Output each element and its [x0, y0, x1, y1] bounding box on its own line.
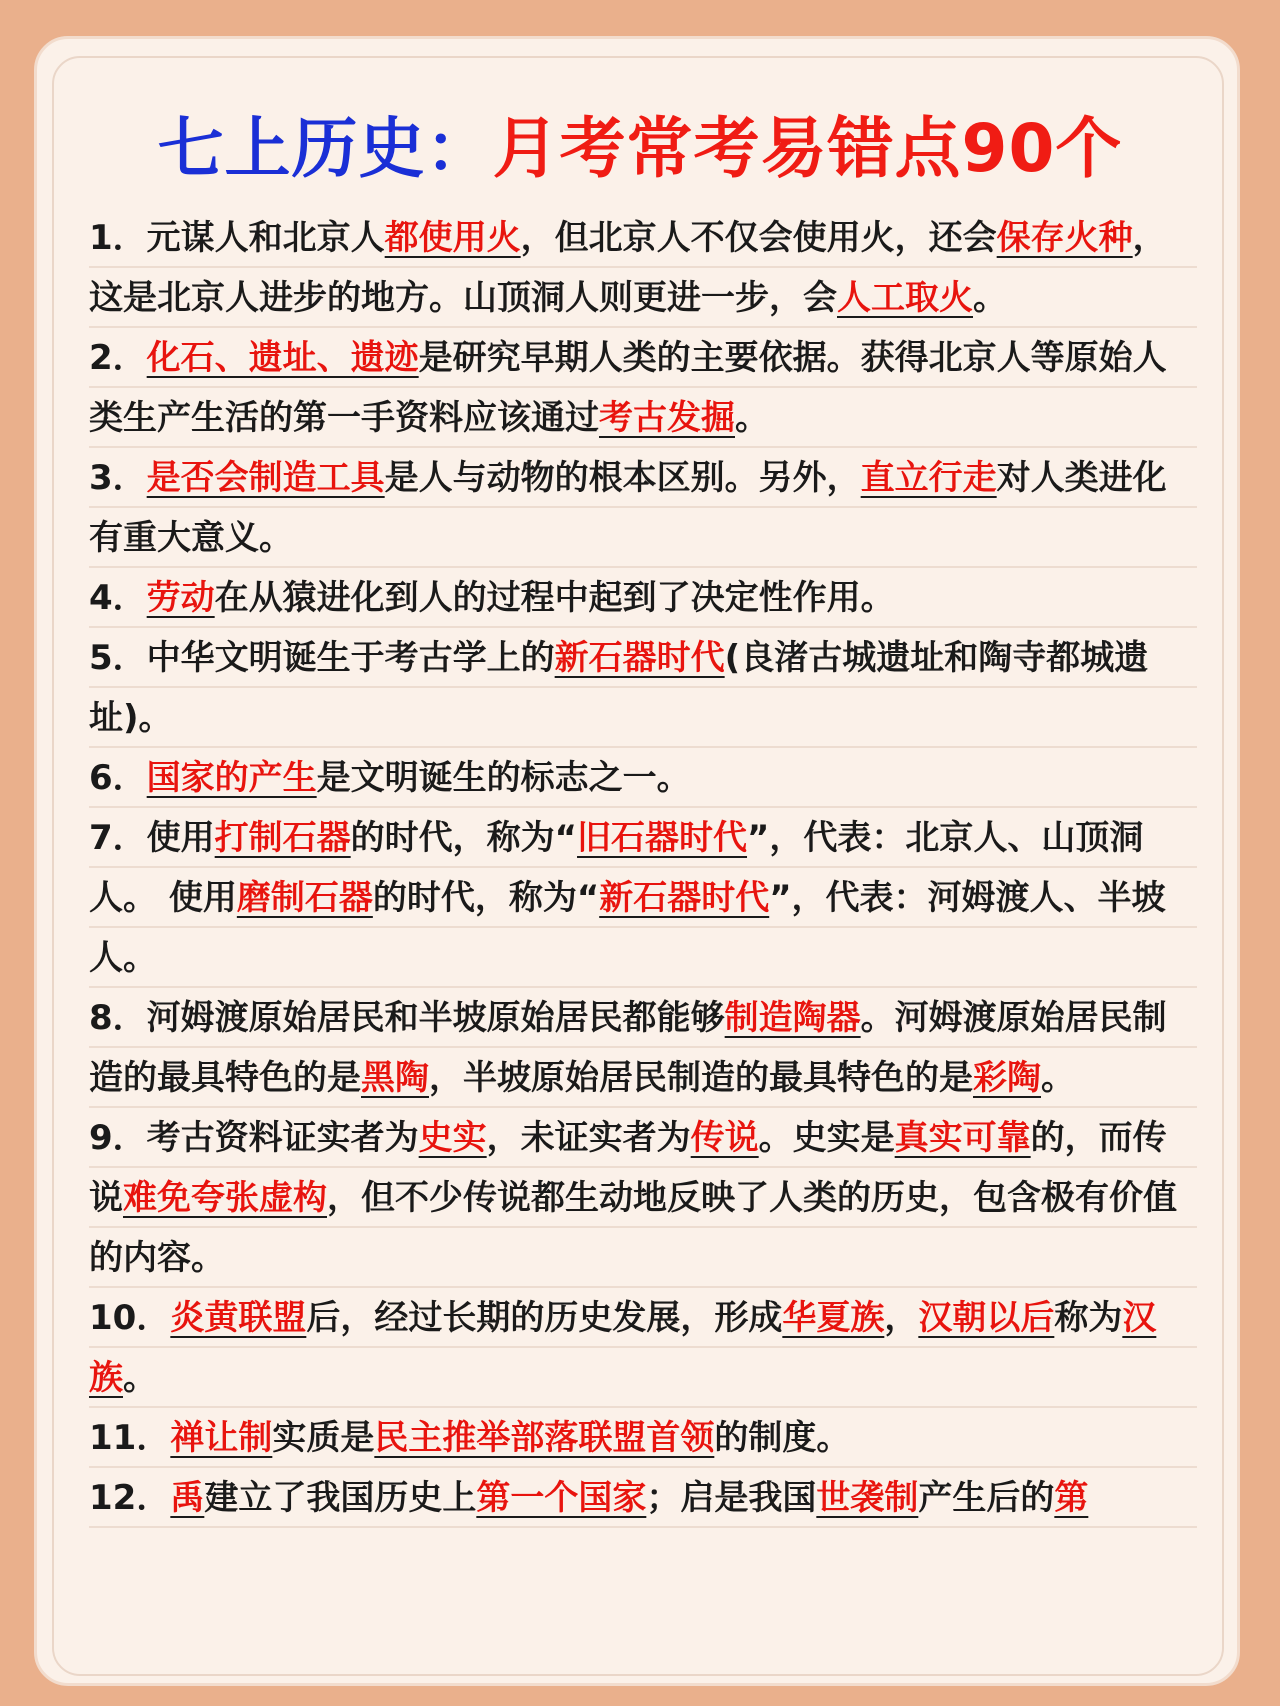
point-item-5 — [89, 628, 1197, 748]
points-list — [89, 208, 1197, 1528]
key-term: 华夏族 — [782, 1298, 885, 1338]
point-text: 是人与动物的根本区别。另外， — [384, 458, 861, 498]
point-text: 的制度。 — [714, 1418, 851, 1458]
key-term: 禹 — [170, 1478, 205, 1518]
key-term: 禅让制 — [170, 1418, 273, 1458]
point-text: ”，代表：北京人、山顶洞人。 使用 — [89, 818, 1144, 918]
point-text: 8．河姆渡原始居民和半坡原始居民都能够 — [89, 998, 725, 1038]
key-term: 新石器时代 — [599, 878, 770, 918]
key-term: 汉族 — [89, 1298, 1157, 1398]
key-term: 劳动 — [146, 578, 215, 618]
point-text: 11． — [89, 1418, 171, 1458]
point-item-4 — [89, 568, 1197, 628]
key-term: 都使用火 — [384, 218, 521, 258]
point-item-8 — [89, 988, 1197, 1108]
title-subject: 七上历史： — [157, 110, 493, 187]
key-term: 世袭制 — [816, 1478, 919, 1518]
point-item-10 — [89, 1288, 1197, 1408]
point-text: 的，而传说 — [89, 1118, 1167, 1218]
point-text: 的时代，称为“ — [350, 818, 578, 858]
point-text: 产生后的 — [918, 1478, 1055, 1518]
point-text: ， — [884, 1298, 919, 1338]
point-text: 12． — [89, 1478, 171, 1518]
key-term: 国家的产生 — [146, 758, 317, 798]
point-text: ，半坡原始居民制造的最具特色的是 — [429, 1058, 973, 1098]
point-text: 2． — [89, 338, 147, 378]
key-term: 第 — [1054, 1478, 1089, 1518]
point-text: 3． — [89, 458, 147, 498]
point-item-9 — [89, 1108, 1197, 1288]
key-term: 磨制石器 — [236, 878, 373, 918]
point-text: ”，代表：河姆渡人、半坡人。 — [89, 878, 1166, 978]
point-text: 称为 — [1054, 1298, 1123, 1338]
point-text: 建立了我国历史上 — [204, 1478, 477, 1518]
point-text: 实质是 — [272, 1418, 375, 1458]
point-text: ；启是我国 — [646, 1478, 817, 1518]
point-text: 。河姆渡原始居民制造的最具特色的是 — [89, 998, 1167, 1098]
key-term: 考古发掘 — [599, 398, 735, 438]
key-term: 民主推举部落联盟首领 — [374, 1418, 715, 1458]
point-text: 对人类进化有重大意义。 — [89, 458, 1167, 558]
key-term: 保存火种 — [996, 218, 1133, 258]
point-text: ，但不少传说都生动地反映了人类的历史，包含极有价值的内容。 — [89, 1178, 1177, 1278]
point-text: 。史实是 — [758, 1118, 895, 1158]
key-term: 黑陶 — [361, 1058, 429, 1098]
key-term: 汉朝以后 — [918, 1298, 1055, 1338]
point-item-1 — [89, 208, 1197, 328]
key-term: 史实 — [418, 1118, 487, 1158]
point-text: ，但北京人不仅会使用火，还会 — [520, 218, 997, 258]
point-text: 在从猿进化到人的过程中起到了决定性作用。 — [214, 578, 895, 618]
point-text: ，这是北京人进步的地方。山顶洞人则更进一步，会 — [89, 218, 1167, 318]
key-term: 传说 — [690, 1118, 759, 1158]
point-text: 。 — [735, 398, 769, 438]
key-term: 新石器时代 — [554, 638, 725, 678]
point-item-3 — [89, 448, 1197, 568]
point-item-2 — [89, 328, 1197, 448]
point-text: (良渚古城遗址和陶寺都城遗址)。 — [89, 638, 1149, 738]
point-text: ，未证实者为 — [486, 1118, 691, 1158]
key-term: 炎黄联盟 — [170, 1298, 307, 1338]
point-text: 。 — [123, 1358, 157, 1398]
point-text: 是文明诞生的标志之一。 — [316, 758, 691, 798]
key-term: 旧石器时代 — [577, 818, 748, 858]
title-topic: 月考常考易错点90个 — [492, 110, 1123, 187]
point-text: 10． — [89, 1298, 171, 1338]
point-item-12 — [89, 1468, 1197, 1528]
point-text: 。 — [1041, 1058, 1075, 1098]
point-text: 6． — [89, 758, 147, 798]
key-term: 制造陶器 — [724, 998, 861, 1038]
point-text: 7．使用 — [89, 818, 215, 858]
key-term: 真实可靠 — [894, 1118, 1031, 1158]
point-item-7 — [89, 808, 1197, 988]
point-item-11 — [89, 1408, 1197, 1468]
point-text: 的时代，称为“ — [372, 878, 600, 918]
point-text: 4． — [89, 578, 147, 618]
key-term: 直立行走 — [860, 458, 997, 498]
key-term: 彩陶 — [973, 1058, 1041, 1098]
point-text: 9．考古资料证实者为 — [89, 1118, 419, 1158]
point-text: 后，经过长期的历史发展，形成 — [306, 1298, 783, 1338]
key-term: 化石、遗址、遗迹 — [146, 338, 419, 378]
point-item-6 — [89, 748, 1197, 808]
key-term: 打制石器 — [214, 818, 351, 858]
point-text: 5．中华文明诞生于考古学上的 — [89, 638, 555, 678]
point-text: 1．元谋人和北京人 — [89, 218, 385, 258]
key-term: 是否会制造工具 — [146, 458, 385, 498]
page-title — [0, 104, 1280, 194]
key-term: 难免夸张虚构 — [123, 1178, 327, 1218]
point-text: 。 — [973, 278, 1007, 318]
point-text: 是研究早期人类的主要依据。获得北京人等原始人类生产生活的第一手资料应该通过 — [89, 338, 1167, 438]
key-term: 人工取火 — [837, 278, 973, 318]
key-term: 第一个国家 — [476, 1478, 647, 1518]
